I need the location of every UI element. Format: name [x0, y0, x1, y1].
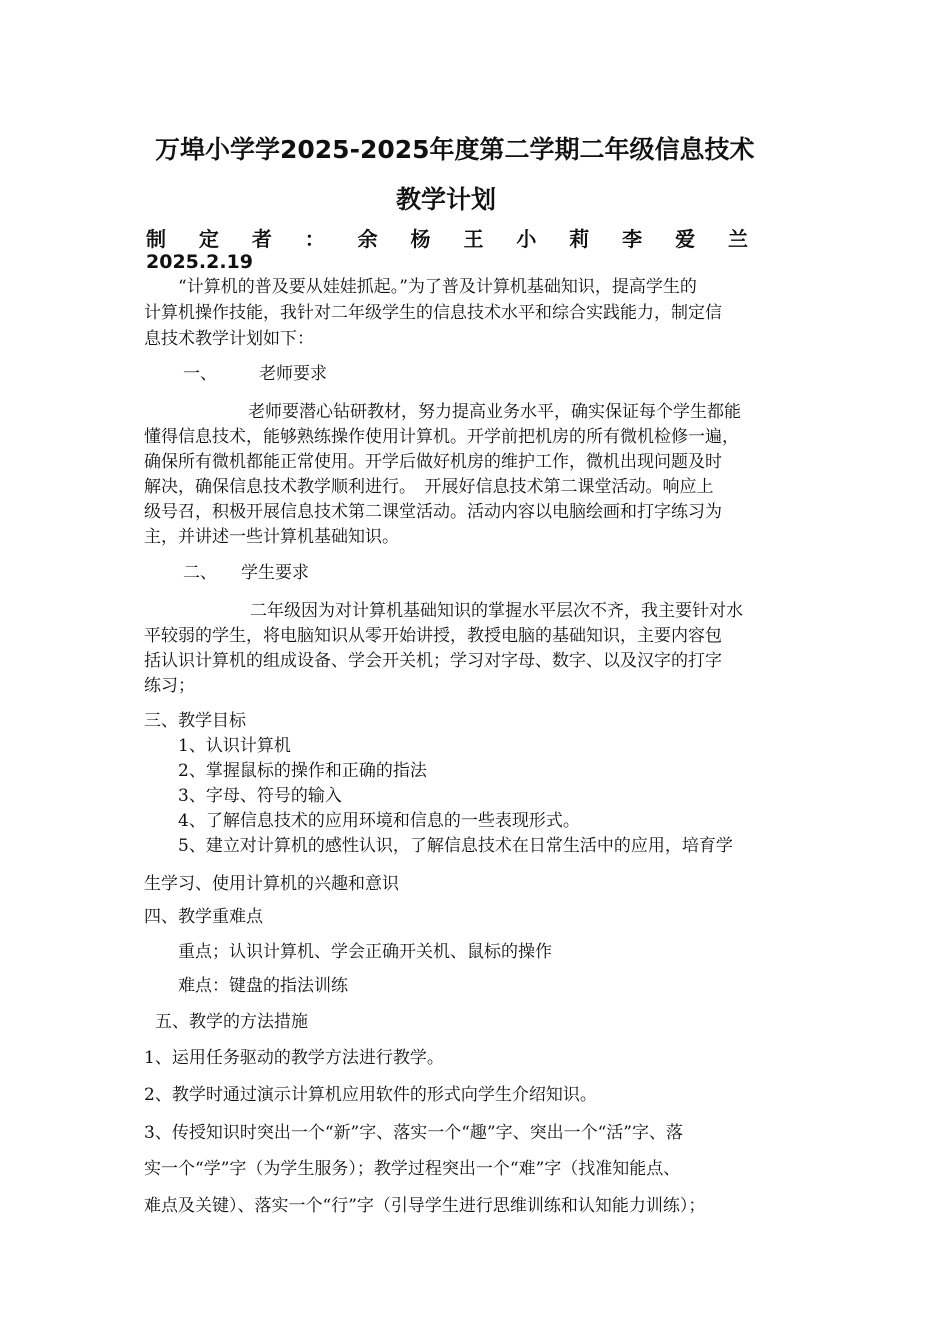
difficulty-text: 难点：键盘的指法训练 — [178, 976, 348, 996]
key-point-text: 重点；认识计算机、学会正确开关机、鼠标的操作 — [178, 942, 552, 962]
author-char: 兰 — [727, 227, 748, 251]
author-char: 爱 — [675, 227, 696, 251]
list-item: 2、掌握鼠标的操作和正确的指法 — [178, 761, 427, 781]
section-heading: 五、教学的方法措施 — [155, 1012, 308, 1032]
author-char: 杨 — [410, 227, 431, 251]
list-item: 1、认识计算机 — [178, 736, 291, 756]
paragraph-line: 解决，确保信息技术教学顺利进行。 开展好信息技术第二课堂活动。响应上 — [144, 477, 714, 497]
section-number: 二、 — [183, 563, 217, 583]
section-heading: 四、教学重难点 — [144, 907, 263, 927]
author-char: 定 — [198, 227, 219, 251]
list-item: 4、了解信息技术的应用环境和信息的一些表现形式。 — [178, 811, 580, 831]
paragraph-line: 平较弱的学生，将电脑知识从零开始讲授，教授电脑的基础知识，主要内容包 — [144, 626, 722, 646]
list-item-continuation: 生学习、使用计算机的兴趣和意识 — [144, 874, 399, 894]
author-char: 王 — [463, 227, 484, 251]
intro-line: 息技术教学计划如下： — [144, 329, 314, 349]
document-title-line1: 万埠小学学2025-2025年度第二学期二年级信息技术 — [155, 135, 755, 164]
intro-line: 计算机操作技能，我针对二年级学生的信息技术水平和综合实践能力，制定信 — [144, 303, 722, 323]
paragraph-line: 二年级因为对计算机基础知识的掌握水平层次不齐，我主要针对水 — [250, 601, 743, 621]
intro-line: “计算机的普及要从娃娃抓起。”为了普及计算机基础知识，提高学生的 — [178, 277, 697, 297]
author-char: 莉 — [569, 227, 590, 251]
section-heading: 老师要求 — [259, 364, 327, 384]
list-item: 2、教学时通过演示计算机应用软件的形式向学生介绍知识。 — [144, 1085, 597, 1105]
paragraph-line: 主，并讲述一些计算机基础知识。 — [144, 527, 399, 547]
list-item: 3、字母、符号的输入 — [178, 786, 342, 806]
paragraph-line: 懂得信息技术，能够熟练操作使用计算机。开学前把机房的所有微机检修一遍， — [144, 427, 739, 447]
document-title-line2: 教学计划 — [396, 185, 497, 214]
author-char: ： — [304, 227, 325, 251]
list-item: 5、建立对计算机的感性认识，了解信息技术在日常生活中的应用，培育学 — [178, 836, 733, 856]
author-char: 余 — [357, 227, 378, 251]
paragraph-line: 老师要潜心钻研教材，努力提高业务水平，确实保证每个学生都能 — [248, 402, 741, 422]
document-date: 2025.2.19 — [146, 251, 253, 273]
author-line — [146, 226, 748, 252]
paragraph-line: 括认识计算机的组成设备、学会开关机；学习对字母、数字、以及汉字的打字 — [144, 651, 722, 671]
paragraph-line: 级号召，积极开展信息技术第二课堂活动。活动内容以电脑绘画和打字练习为 — [144, 502, 722, 522]
section-heading: 三、教学目标 — [144, 711, 246, 731]
list-item: 1、运用任务驱动的教学方法进行教学。 — [144, 1048, 444, 1068]
author-char: 制 — [146, 227, 166, 251]
author-char: 者 — [251, 227, 272, 251]
author-char: 小 — [516, 227, 537, 251]
list-item: 3、传授知识时突出一个“新”字、落实一个“趣”字、突出一个“活”字、落 — [144, 1123, 683, 1143]
paragraph-line: 确保所有微机都能正常使用。开学后做好机房的维护工作，微机出现问题及时 — [144, 452, 722, 472]
author-char: 李 — [622, 227, 643, 251]
section-number: 一、 — [183, 364, 217, 384]
list-item: 实一个“学”字（为学生服务）；教学过程突出一个“难”字（找准知能点、 — [144, 1159, 681, 1179]
paragraph-line: 练习； — [144, 676, 195, 696]
section-heading: 学生要求 — [241, 563, 309, 583]
list-item: 难点及关键）、落实一个“行”字（引导学生进行思维训练和认知能力训练）； — [144, 1196, 706, 1216]
